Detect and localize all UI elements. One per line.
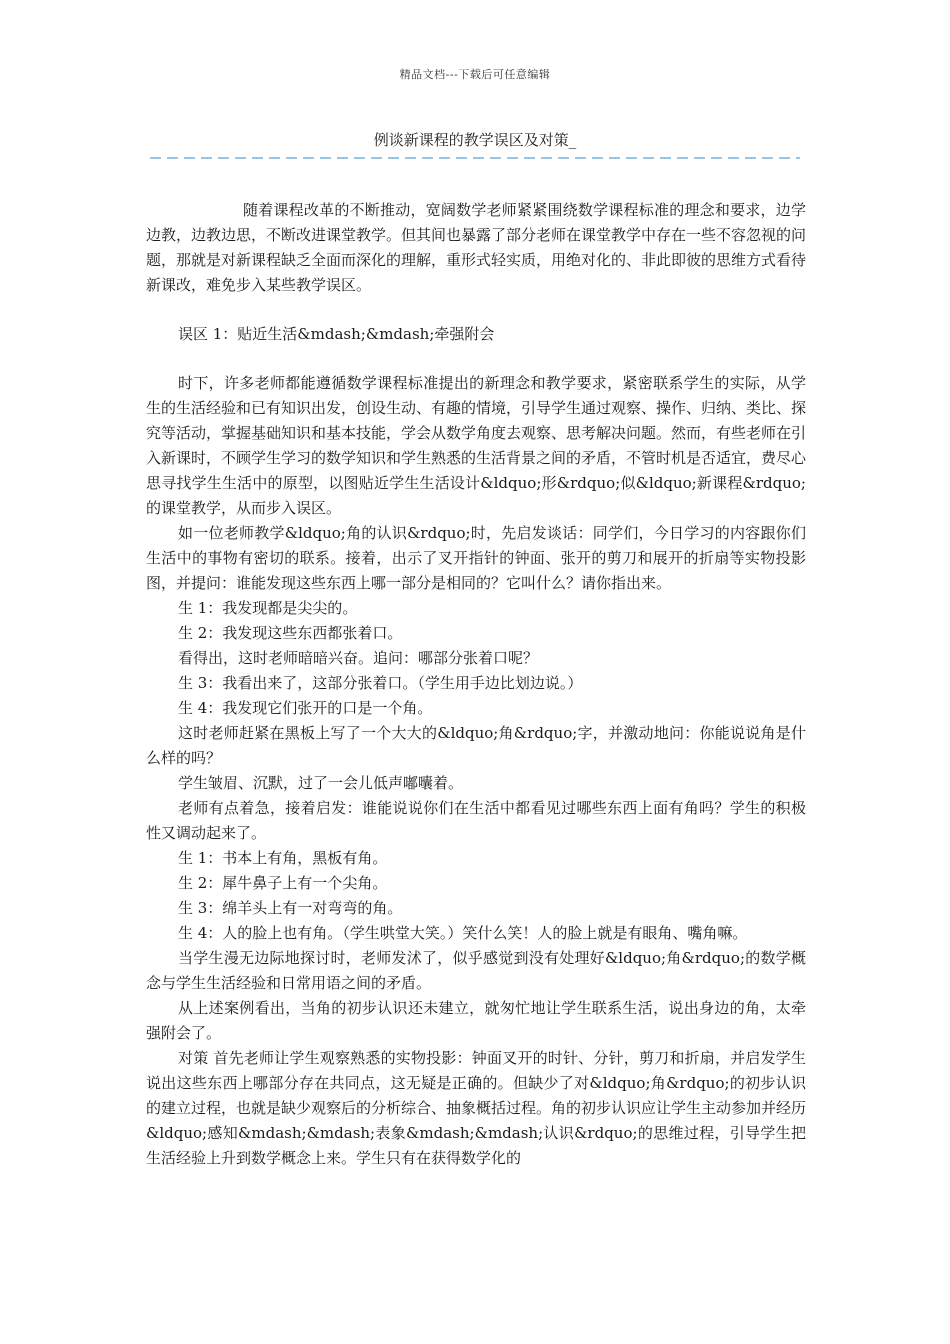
document-title: 例谈新课程的教学误区及对策_ bbox=[373, 131, 577, 149]
dialogue-line: 生 1：书本上有角，黑板有角。 bbox=[178, 849, 388, 867]
dialogue-line: 生 2：犀牛鼻子上有一个尖角。 bbox=[178, 874, 388, 892]
paragraph-intro: 随着课程改革的不断推动，宽阔数学老师紧紧围绕数学课程标准的理念和要求，边学边教，边教边思，不断改进课堂教学。但其间也暴露了部分老师在课堂教学中存在一些不容忽视的问题，那就是对新课程缺乏全面而深化的理解，重形式轻实质，用绝对化的、非此即彼的思维方式看待新课改，难免步入某些教学误区。 bbox=[146, 201, 807, 294]
paragraph: 时下，许多老师都能遵循数学课程标准提出的新理念和教学要求，紧密联系学生的实际，从学生的生活经验和已有知识出发，创设生动、有趣的情境，引导学生通过观察、操作、归纳、类比、探究等活动，掌握基础知识和基本技能，学会从数学角度去观察、思考解决问题。然而，有些老师在引入新课时，不顾学生学习的数学知识和学生熟悉的生活背景之间的矛盾，不管时机是否适宜，费尽心思寻找学生生活中的原型，以图贴近学生生活设计&ldquo;形&rdquo;似&ldquo;新课程&rdquo;的课堂教学，从而步入误区。 bbox=[146, 374, 807, 517]
paragraph: 如一位老师教学&ldquo;角的认识&rdquo;时，先启发谈话：同学们，今日学习的内容跟你们生活中的事物有密切的联系。接着，出示了叉开指针的钟面、张开的剪刀和展开的折扇等实物投影图，并提问：谁能发现这些东西上哪一部分是相同的？它叫什么？请你指出来。 bbox=[146, 524, 806, 592]
dialogue-line: 生 1：我发现都是尖尖的。 bbox=[178, 599, 358, 617]
paragraph: 学生皱眉、沉默，过了一会儿低声嘟囔着。 bbox=[178, 774, 464, 792]
dialogue-line: 生 2：我发现这些东西都张着口。 bbox=[178, 624, 403, 642]
paragraph-countermeasure: 对策 首先老师让学生观察熟悉的实物投影：钟面叉开的时针、分针，剪刀和折扇，并启发学生说出这些东西上哪部分存在共同点，这无疑是正确的。但缺少了对&ldquo;角&rdquo;的初步认识的建立过程，也就是缺少观察后的分析综合、抽象概括过程。角的初步认识应让学生主动参加并经历&ldquo;感知&mdash;&mdash;表象&mdash;&mdash;认识&rdquo;的思维过程，引导学生把生活经验上升到数学概念上来。学生只有在获得数学化的 bbox=[146, 1049, 807, 1167]
dialogue-line: 生 3：绵羊头上有一对弯弯的角。 bbox=[178, 899, 403, 917]
header-note: 精品文档---下载后可任意编辑 bbox=[399, 68, 551, 81]
title-dashed-rule bbox=[150, 152, 800, 164]
paragraph: 这时老师赶紧在黑板上写了一个大大的&ldquo;角&rdquo;字，并激动地问：你能说说角是什么样的吗？ bbox=[146, 724, 806, 767]
paragraph: 从上述案例看出，当角的初步认识还未建立，就匆忙地让学生联系生活，说出身边的角，太牵强附会了。 bbox=[146, 999, 806, 1042]
paragraph: 当学生漫无边际地探讨时，老师发沭了，似乎感觉到没有处理好&ldquo;角&rdquo;的数学概念与学生生活经验和日常用语之间的矛盾。 bbox=[146, 949, 806, 992]
paragraph: 老师有点着急，接着启发：谁能说说你们在生活中都看见过哪些东西上面有角吗？学生的积极性又调动起来了。 bbox=[146, 799, 806, 842]
dialogue-line: 生 4：我发现它们张开的口是一个角。 bbox=[178, 699, 433, 717]
dialogue-line: 生 3：我看出来了，这部分张着口。（学生用手边比划边说。） bbox=[178, 674, 583, 692]
paragraph: 看得出，这时老师暗暗兴奋。追问：哪部分张着口呢？ bbox=[178, 649, 539, 667]
document-body bbox=[146, 198, 806, 1171]
section-heading-misconception-1: 误区 1：贴近生活&mdash;&mdash;牵强附会 bbox=[178, 325, 495, 343]
dialogue-line: 生 4：人的脸上也有角。（学生哄堂大笑。）笑什么笑！人的脸上就是有眼角、嘴角嘛。 bbox=[178, 924, 748, 942]
